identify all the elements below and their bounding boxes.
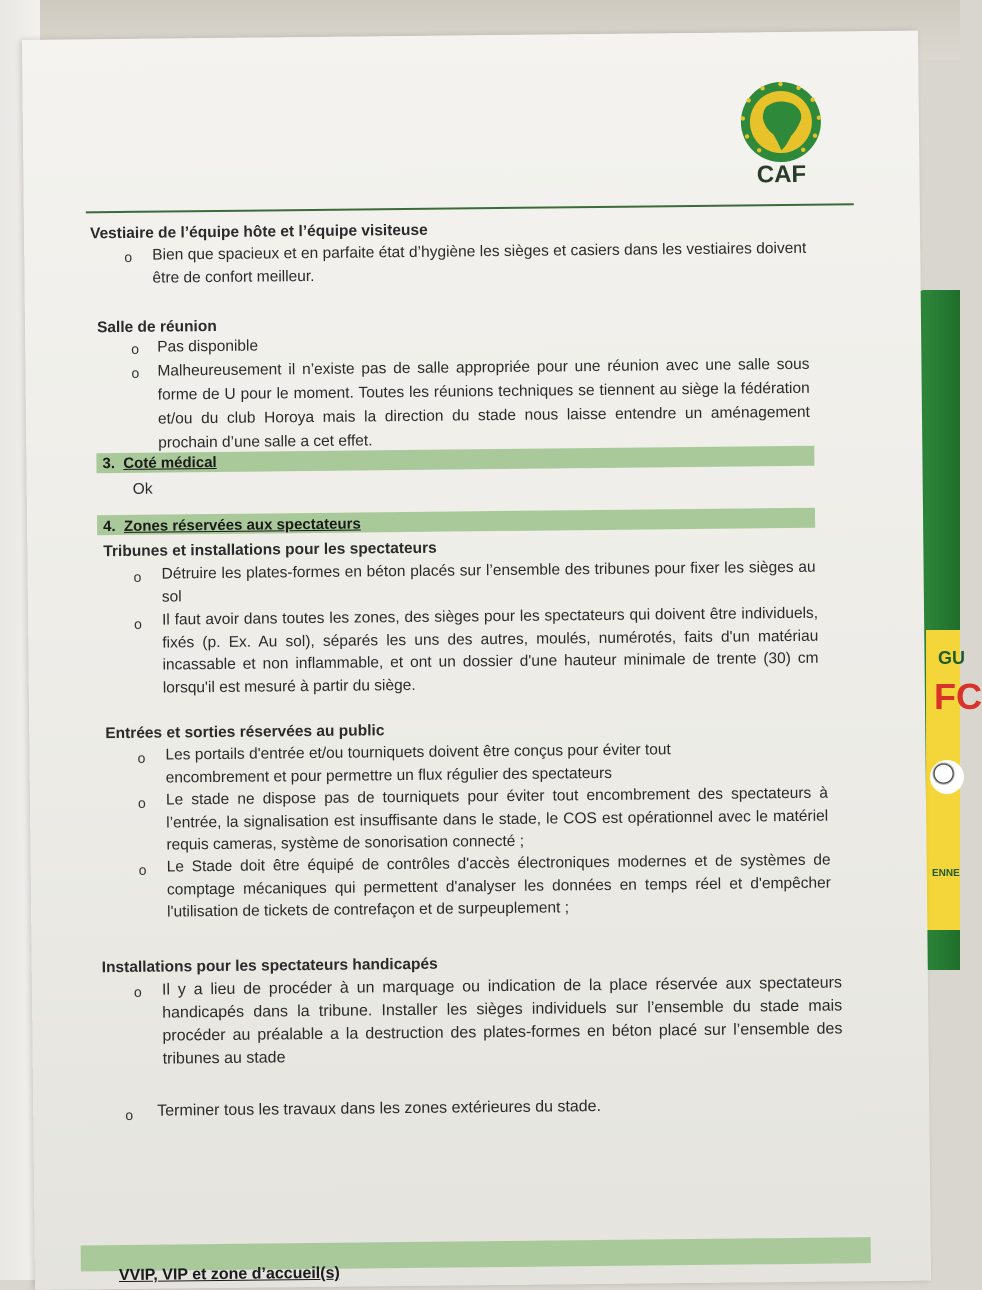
caf-logo <box>722 77 843 188</box>
svg-text:CAF: CAF <box>756 160 807 189</box>
bullet-icon: o <box>137 794 146 811</box>
bullet-text: Détruire les plates-formes en béton placés sur l’ensemble des tribunes pour fixer les sièges au sol <box>161 558 816 606</box>
section-heading: 4. Zones réservées aux spectateurs <box>103 515 361 536</box>
subsection-title: Entrées et sorties réservées au public <box>105 722 385 743</box>
bullet-icon: o <box>133 568 142 585</box>
bullet-icon: o <box>131 340 140 357</box>
header-rule <box>86 203 854 213</box>
bullet-text: Bien que spacieux et en parfaite état d’hygiène les sièges et casiers dans les vestiaires doivent être de confort meilleur. <box>152 239 807 287</box>
bullet-icon: o <box>125 1106 134 1123</box>
bullet-text: Terminer tous les travaux dans les zones extérieures du stade. <box>157 1097 602 1120</box>
subsection-title: Tribunes et installations pour les spectateurs <box>103 539 437 561</box>
football-icon <box>930 760 964 794</box>
section-heading: VVIP, VIP et zone d’accueil(s) <box>118 1264 340 1285</box>
bullet-text: Le stade ne dispose pas de tourniquets pour éviter tout encombrement des spectateurs à l’entrée, la signalisation est insuffisante dans le stade, le COS est opérationnel avec le matériel requis cameras, système de sonorisation connecté ; <box>165 784 829 854</box>
poster-text: FC <box>934 676 982 717</box>
bullet-text: Les portails d'entrée et/ou tourniquets doivent être conçus pour éviter tout encombrement et pour permettre un flux régulier des spectateurs <box>165 741 671 787</box>
document-page <box>22 31 931 1290</box>
bullet-icon: o <box>138 861 147 878</box>
section-title: Salle de réunion <box>96 317 217 337</box>
bullet-text: Il y a lieu de procéder à un marquage ou indication de la place réservée aux spectateurs handicapés dans la tribune. Installer les sièges individuels sur l’ensemble du stade mais procéder au préalable a la destruction des plates-formes en béton placé sur l’ensemble des tribunes au stade <box>161 974 843 1068</box>
bullet-text: Il faut avoir dans toutes les zones, des sièges pour les spectateurs qui doivent être individuels, fixés (p. Ex. Au sol), séparés les uns des autres, moulés, numérotés, faits d'un matériau incassable et non inflammable, et ont un dossier d'une hauteur minimale de trente (30) cm lorsqu'il est mesuré à partir du siège. <box>161 604 819 697</box>
section-title: Vestiaire de l’équipe hôte et l’équipe visiteuse <box>89 221 428 243</box>
bullet-text: Le Stade doit être équipé de contrôles d'accès électroniques modernes et de systèmes de comptage mécaniques qui permettent d'analyser les données en temps réel et d'empêcher l'utilisation de tickets de contrefaçon et de surpeuplement ; <box>166 851 831 921</box>
bullet-icon: o <box>131 364 140 381</box>
bullet-icon: o <box>137 749 146 766</box>
section-heading: 3. Coté médical <box>102 453 217 473</box>
bullet-text: Malheureusement il n’existe pas de salle appropriée pour une réunion avec une salle sous forme de U pour le moment. Toutes les réunions techniques se tiennent au siège la fédération et/ou du club Horoya mais la direction du stade nous laisse entendre un aménagement prochain d’une salle a cet effet. <box>157 355 811 452</box>
bullet-icon: o <box>134 615 143 632</box>
status-value: Ok <box>132 480 153 498</box>
subsection-title: Installations pour les spectateurs handicapés <box>101 955 438 977</box>
bullet-text: Pas disponible <box>157 337 259 356</box>
poster-text: GU <box>938 648 965 668</box>
bullet-icon: o <box>124 248 133 265</box>
bullet-icon: o <box>133 983 142 1000</box>
poster-text: ENNE <box>932 868 960 879</box>
